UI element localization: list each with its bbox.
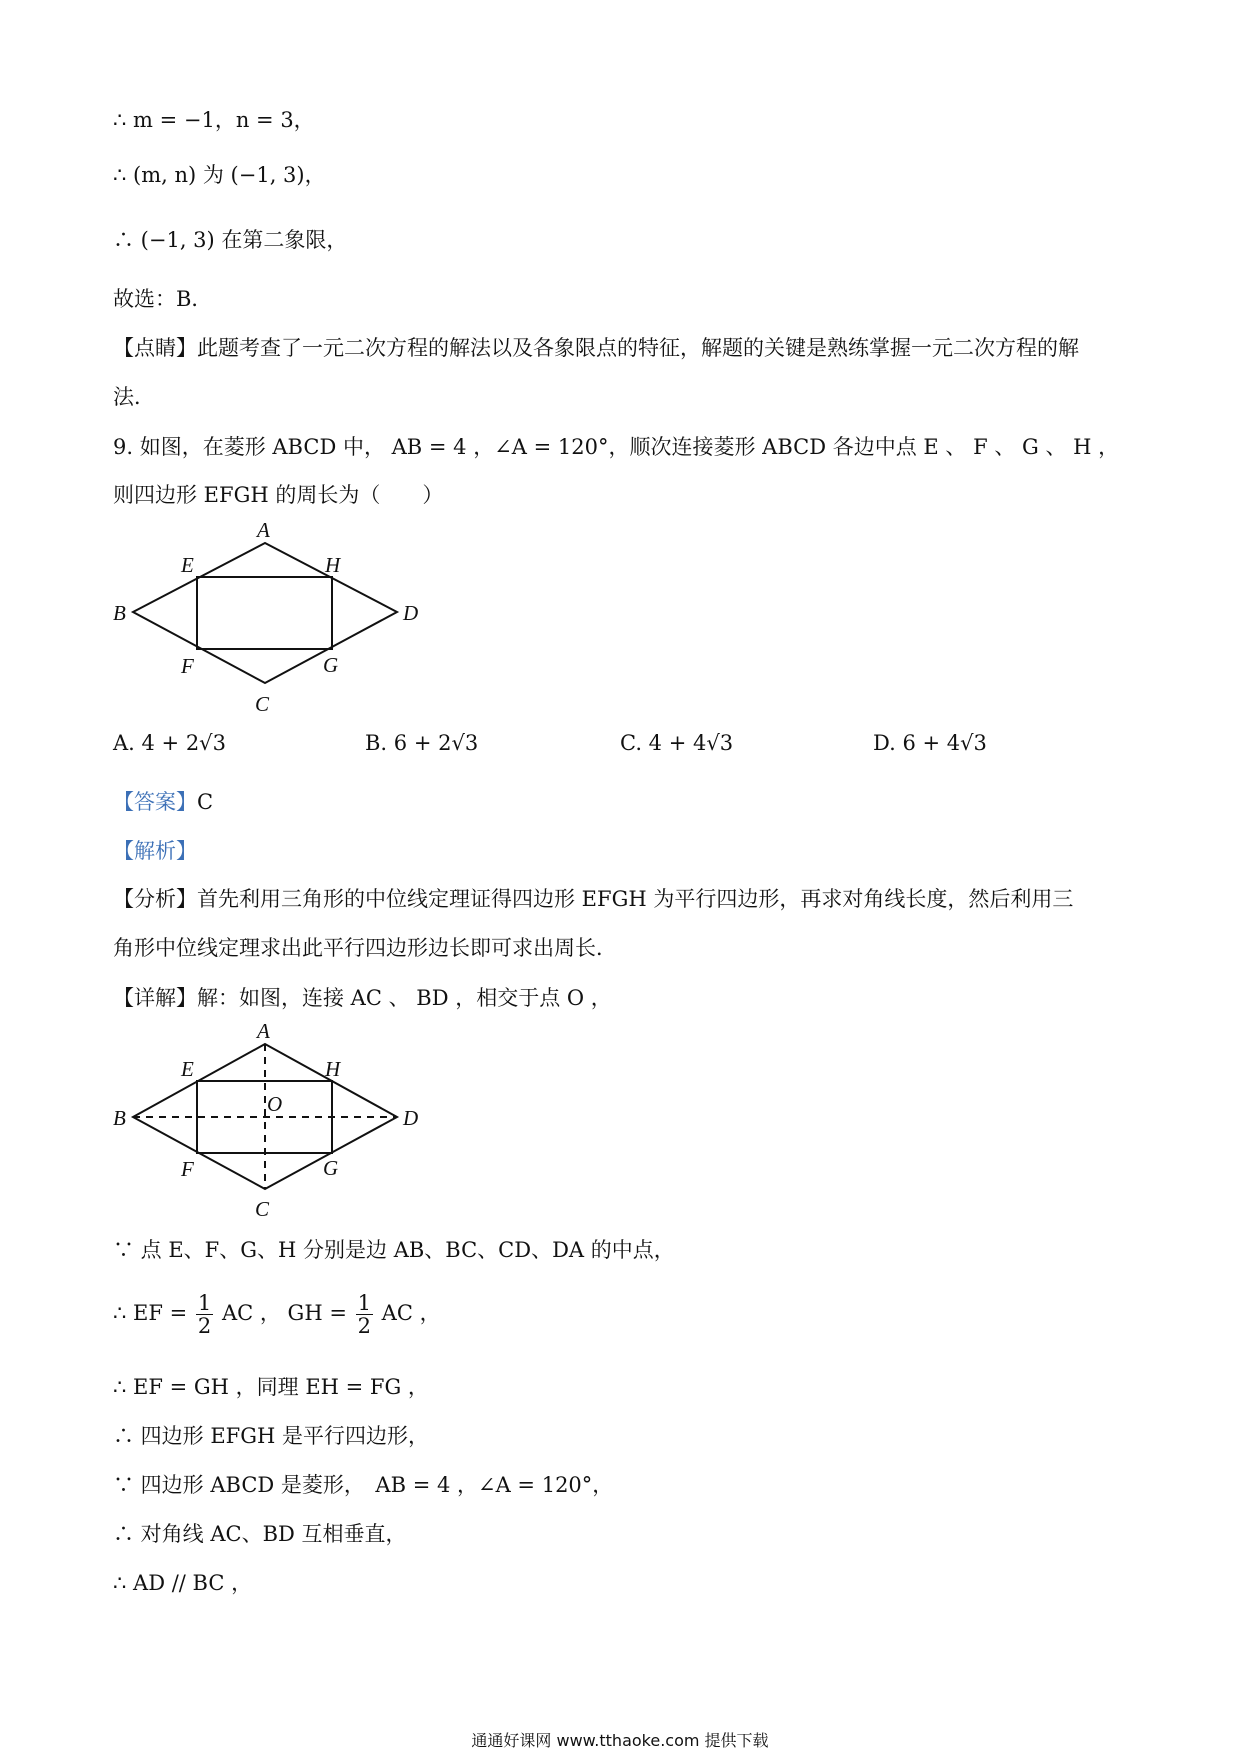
- fenxi-text-1: 首先利用三角形的中位线定理证得四边形 EFGH 为平行四边形，再求对角线长度，然后利用三: [197, 887, 1074, 911]
- dianjing-tag: 【点睛】: [113, 336, 197, 360]
- label-B: B: [113, 601, 126, 625]
- label-E-2: E: [181, 1057, 194, 1081]
- analysis-tag: 【解析】: [113, 839, 197, 863]
- option-a[interactable]: A. 4 + 2√3: [113, 731, 226, 755]
- frac-den-1: 2: [197, 1314, 212, 1338]
- rhombus-figure-1: [105, 515, 435, 715]
- text-line-2: ∴ (m, n) 为 (−1, 3)，: [113, 163, 326, 187]
- label-F: F: [181, 654, 194, 678]
- step-4: ∴ 四边形 EFGH 是平行四边形，: [113, 1424, 430, 1448]
- step-2-b: AC ， GH =: [221, 1301, 347, 1325]
- label-E: E: [181, 553, 194, 577]
- footer: 通通好课网 www.tthaoke.com 提供下载: [471, 1731, 769, 1750]
- step-6: ∴ 对角线 AC、BD 互相垂直，: [113, 1522, 407, 1546]
- step-2-a: ∴ EF =: [113, 1301, 188, 1325]
- frac-den-2: 2: [357, 1314, 371, 1338]
- dianjing-text: 此题考查了一元二次方程的解法以及各象限点的特征，解题的关键是熟练掌握一元二次方程的解: [197, 336, 1079, 360]
- option-d[interactable]: D. 6 + 4√3: [873, 731, 987, 755]
- answer-value: C: [197, 790, 214, 814]
- text-line-3: ∴ (−1, 3) 在第二象限，: [113, 228, 348, 252]
- label-O: O: [267, 1092, 283, 1116]
- label-A-2: A: [257, 1022, 270, 1043]
- step-1: ∵ 点 E、F、G、H 分别是边 AB、BC、CD、DA 的中点，: [113, 1238, 675, 1262]
- label-G-2: G: [323, 1156, 339, 1180]
- detail-tag: 【详解】: [113, 986, 197, 1010]
- rhombus-abcd: [133, 543, 397, 683]
- text-line-1: ∴ m = −1，n = 3，: [113, 108, 315, 132]
- label-B-2: B: [113, 1106, 126, 1130]
- frac-num-2: 1: [357, 1291, 371, 1315]
- answer-line: [113, 787, 213, 817]
- dianjing-text-cont: 法．: [113, 385, 155, 409]
- step-2-c: AC ，: [381, 1301, 441, 1325]
- label-F-2: F: [181, 1157, 194, 1181]
- step-2: [113, 1292, 441, 1337]
- detail-line: [113, 983, 612, 1013]
- label-H-2: H: [325, 1057, 341, 1081]
- label-C-2: C: [255, 1197, 270, 1221]
- option-c[interactable]: C. 4 + 4√3: [620, 731, 734, 755]
- fraction-half-2: [356, 1292, 373, 1337]
- label-C: C: [255, 692, 270, 715]
- analysis-line: [113, 836, 197, 866]
- answer-tag: 【答案】: [113, 790, 197, 814]
- step-5: ∵ 四边形 ABCD 是菱形， AB = 4 ，∠A = 120°，: [113, 1473, 614, 1497]
- question-9-line-1: 9. 如图，在菱形 ABCD 中， AB = 4 ，∠A = 120°，顺次连接菱形 ABCD 各边中点 E 、 F 、 G 、 H ，: [113, 435, 1120, 459]
- text-line-4: 故选：B．: [113, 287, 213, 311]
- label-G: G: [323, 653, 339, 677]
- step-3: ∴ EF = GH ，同理 EH = FG ，: [113, 1375, 429, 1399]
- fraction-half-1: [196, 1292, 213, 1337]
- label-D: D: [403, 601, 419, 625]
- option-b[interactable]: B. 6 + 2√3: [365, 731, 479, 755]
- detail-text: 解：如图，连接 AC 、 BD ，相交于点 O ，: [197, 986, 612, 1010]
- step-7: ∴ AD // BC ，: [113, 1571, 253, 1595]
- rhombus-figure-2: [105, 1022, 435, 1222]
- frac-num-1: 1: [197, 1291, 212, 1315]
- question-9-line-2: 则四边形 EFGH 的周长为（ ）: [113, 483, 444, 507]
- fenxi-line-1: [113, 884, 1073, 914]
- fenxi-line-2: 角形中位线定理求出此平行四边形边长即可求出周长．: [113, 936, 617, 960]
- label-D-2: D: [403, 1106, 419, 1130]
- dianjing-line: [113, 333, 1079, 363]
- fenxi-tag: 【分析】: [113, 887, 197, 911]
- label-H: H: [325, 553, 341, 577]
- quadrilateral-efgh: [197, 577, 332, 649]
- label-A: A: [257, 518, 270, 542]
